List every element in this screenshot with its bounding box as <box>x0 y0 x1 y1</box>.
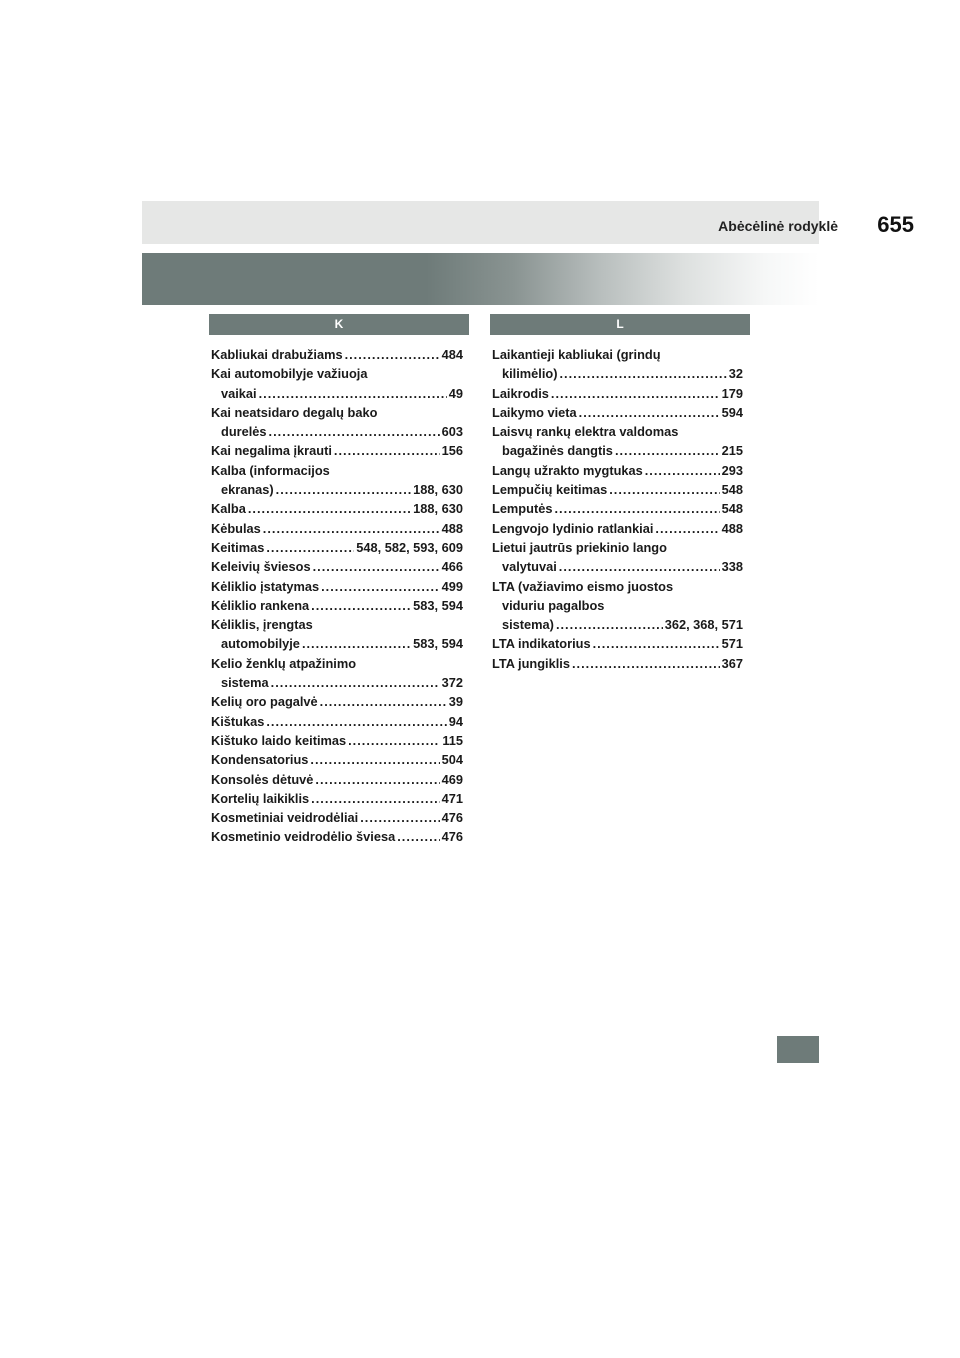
index-entry <box>492 384 743 403</box>
index-entry <box>211 557 463 576</box>
index-entry-text: Lengvojo lydinio ratlankiai <box>492 520 654 536</box>
page-reference: 548 <box>721 501 743 517</box>
page-reference: 583, 594 <box>413 597 463 613</box>
page-reference: 484 <box>441 347 463 362</box>
index-entry <box>211 750 463 769</box>
index-entry <box>492 345 743 384</box>
index-entry-line <box>211 384 463 403</box>
index-entry <box>211 596 463 615</box>
index-entry-line <box>211 712 463 731</box>
chapter-tab <box>777 1036 819 1063</box>
dot-leader <box>559 557 720 576</box>
index-entry-text: vaikai <box>221 385 257 401</box>
dot-leader <box>334 441 440 460</box>
index-entry <box>211 345 463 364</box>
index-entry-line <box>211 596 463 615</box>
page-reference: 367 <box>721 655 743 671</box>
dot-leader <box>310 750 439 769</box>
page-reference: 471 <box>441 790 463 806</box>
index-entry-line <box>211 731 463 750</box>
page-reference: 49 <box>448 385 463 401</box>
index-entry-line <box>211 519 463 538</box>
index-entry <box>492 577 743 635</box>
index-entry-text: Kištuko laido keitimas <box>211 732 347 748</box>
index-entry-text: LTA (važiavimo eismo juostos <box>492 578 674 594</box>
index-entry-line <box>211 634 463 653</box>
index-entry-line <box>211 827 463 846</box>
index-entry-line <box>211 789 463 808</box>
index-entry <box>211 499 463 518</box>
index-entry <box>211 712 463 731</box>
index-entry-line <box>211 345 463 364</box>
page-reference: 188, 630 <box>413 501 463 517</box>
dot-leader <box>556 615 663 634</box>
index-entry-text: sistema) <box>502 617 554 633</box>
dot-leader <box>360 808 439 827</box>
index-entry-line <box>211 480 463 499</box>
index-entry-text: durelės <box>221 424 267 440</box>
dot-leader <box>593 634 720 653</box>
page-reference: 362, 368, 571 <box>664 617 743 633</box>
index-entry-text: Keitimas <box>211 539 265 555</box>
page-reference: 571 <box>721 636 743 652</box>
index-entry <box>211 654 463 693</box>
index-entry-line <box>492 557 743 576</box>
index-column-k <box>211 345 463 847</box>
index-entry <box>492 634 743 653</box>
index-entry-line <box>492 384 743 403</box>
dot-leader <box>615 441 720 460</box>
dot-leader <box>551 384 720 403</box>
index-entry-line <box>211 538 463 557</box>
dot-leader <box>269 422 440 441</box>
index-entry-text: Kai automobilyje važiuoja <box>211 366 368 382</box>
index-entry-text: Kortelių laikiklis <box>211 790 310 806</box>
index-entry <box>211 441 463 460</box>
dot-leader <box>311 789 439 808</box>
index-entry <box>492 461 743 480</box>
index-entry-line <box>492 519 743 538</box>
index-entry-line <box>211 441 463 460</box>
index-entry-text: kilimėlio) <box>502 366 558 382</box>
index-entry <box>211 789 463 808</box>
index-entry-text: Kondensatorius <box>211 752 309 768</box>
index-entry <box>492 422 743 461</box>
index-entry <box>211 364 463 403</box>
page-reference: 499 <box>441 578 463 594</box>
index-entry-text: viduriu pagalbos <box>502 597 605 613</box>
dot-leader <box>559 364 726 383</box>
index-entry-text: Kosmetiniai veidrodėliai <box>211 810 359 826</box>
letter-heading-l: L <box>490 314 750 335</box>
index-entry-text: Konsolės dėtuvė <box>211 771 314 787</box>
page-reference: 504 <box>441 752 463 768</box>
index-entry-text: Laikymo vieta <box>492 404 577 420</box>
index-entry-text: Kėliklio rankena <box>211 597 310 613</box>
index-entry-line <box>211 770 463 789</box>
dot-leader <box>248 499 411 518</box>
index-entry <box>211 770 463 789</box>
index-entry-text: Kalba <box>211 501 246 517</box>
dot-leader <box>345 345 440 364</box>
page-number: 655 <box>877 212 914 237</box>
dot-leader <box>655 519 719 538</box>
index-entry <box>211 461 463 500</box>
index-entry-text: Lempučių keitimas <box>492 482 608 498</box>
index-entry-line <box>492 499 743 518</box>
dot-leader <box>645 461 720 480</box>
index-entry-text: Kosmetinio veidrodėlio šviesa <box>211 829 396 845</box>
index-entry-text: Laikantieji kabliukai (grindų <box>492 347 661 362</box>
index-entry-line <box>492 654 743 673</box>
header-banner <box>142 253 819 305</box>
index-entry <box>211 731 463 750</box>
index-entry <box>211 615 463 654</box>
section-title: Abėcėlinė rodyklė <box>718 218 838 234</box>
page-reference: 115 <box>442 732 463 748</box>
index-entry <box>492 654 743 673</box>
page-reference: 293 <box>721 462 743 478</box>
index-column-l <box>492 345 743 673</box>
index-entry-text: Kelių oro pagalvė <box>211 694 318 710</box>
dot-leader <box>259 384 447 403</box>
page-reference: 548, 582, 593, 609 <box>356 539 463 555</box>
index-entry-text: automobilyje <box>221 636 300 652</box>
page-reference: 39 <box>448 694 463 710</box>
index-entry <box>211 577 463 596</box>
index-entry <box>492 538 743 577</box>
dot-leader <box>266 712 446 731</box>
index-entry-line <box>211 422 463 441</box>
page-reference: 548 <box>721 482 743 498</box>
index-entry-text: Lietui jautrūs priekinio lango <box>492 539 667 555</box>
index-entry-line <box>492 480 743 499</box>
page-reference: 215 <box>721 443 743 459</box>
index-entry-text: Kelio ženklų atpažinimo <box>211 655 357 671</box>
page-reference: 466 <box>441 559 463 575</box>
page-reference: 188, 630 <box>413 482 463 498</box>
index-entry <box>211 538 463 557</box>
page-reference: 488 <box>441 520 463 536</box>
index-entry-line <box>492 364 743 383</box>
index-entry <box>211 827 463 846</box>
index-entry <box>492 480 743 499</box>
index-entry-line <box>211 750 463 769</box>
index-entry-line <box>211 808 463 827</box>
index-entry-text: Laikrodis <box>492 385 549 401</box>
dot-leader <box>302 634 411 653</box>
index-entry-text: LTA jungiklis <box>492 655 570 671</box>
index-entry-text: Langų užrakto mygtukas <box>492 462 643 478</box>
page-reference: 603 <box>441 424 463 440</box>
page-reference: 469 <box>441 771 463 787</box>
dot-leader <box>397 827 439 846</box>
index-entry-text: sistema <box>221 675 269 691</box>
index-entry-line <box>211 557 463 576</box>
index-entry-line <box>211 692 463 711</box>
index-entry <box>211 692 463 711</box>
index-entry-text: Kėbulas <box>211 520 261 536</box>
index-entry <box>211 519 463 538</box>
dot-leader <box>266 538 354 557</box>
page-reference: 179 <box>721 385 743 401</box>
dot-leader <box>271 673 440 692</box>
index-entry-text: Keleivių šviesos <box>211 559 311 575</box>
dot-leader <box>311 596 411 615</box>
index-entry-text: Kėliklis, įrengtas <box>211 617 313 633</box>
page-reference: 94 <box>448 713 463 729</box>
dot-leader <box>320 692 447 711</box>
dot-leader <box>579 403 720 422</box>
index-entry <box>492 403 743 422</box>
index-entry-line <box>492 615 743 634</box>
dot-leader <box>609 480 719 499</box>
index-entry <box>211 403 463 442</box>
page-reference: 338 <box>721 559 743 575</box>
page-reference: 583, 594 <box>413 636 463 652</box>
index-entry-text: Kėliklio įstatymas <box>211 578 320 594</box>
index-entry <box>211 808 463 827</box>
index-entry-text: Kištukas <box>211 713 265 729</box>
dot-leader <box>321 577 440 596</box>
page-reference: 594 <box>721 404 743 420</box>
page-reference: 488 <box>721 520 743 536</box>
index-entry-text: bagažinės dangtis <box>502 443 613 459</box>
index-entry-line <box>492 441 743 460</box>
page-reference: 476 <box>441 810 463 826</box>
dot-leader <box>313 557 440 576</box>
page-reference: 372 <box>441 675 463 691</box>
dot-leader <box>315 770 439 789</box>
dot-leader <box>572 654 720 673</box>
index-entry <box>492 499 743 518</box>
index-entry-text: Laisvų rankų elektra valdomas <box>492 424 679 440</box>
index-entry-text: Kai neatsidaro degalų bako <box>211 404 378 420</box>
index-entry-text: Kalba (informacijos <box>211 462 330 478</box>
index-entry <box>492 519 743 538</box>
page-reference: 476 <box>441 829 463 845</box>
index-entry-text: valytuvai <box>502 559 557 575</box>
index-entry-text: ekranas) <box>221 482 274 498</box>
index-entry-line <box>492 461 743 480</box>
dot-leader <box>276 480 412 499</box>
index-entry-text: Lemputės <box>492 501 553 517</box>
dot-leader <box>554 499 719 518</box>
page-reference: 32 <box>728 366 743 382</box>
index-entry-line <box>492 403 743 422</box>
index-entry-text: Kai negalima įkrauti <box>211 443 332 459</box>
dot-leader <box>263 519 440 538</box>
letter-heading-k: K <box>209 314 469 335</box>
index-entry-text: LTA indikatorius <box>492 636 591 652</box>
index-entry-line <box>492 634 743 653</box>
dot-leader <box>348 731 440 750</box>
index-entry-line <box>211 673 463 692</box>
index-entry-line <box>211 577 463 596</box>
index-entry-line <box>211 499 463 518</box>
page-reference: 156 <box>441 443 463 459</box>
index-entry-text: Kabliukai drabužiams <box>211 347 343 362</box>
